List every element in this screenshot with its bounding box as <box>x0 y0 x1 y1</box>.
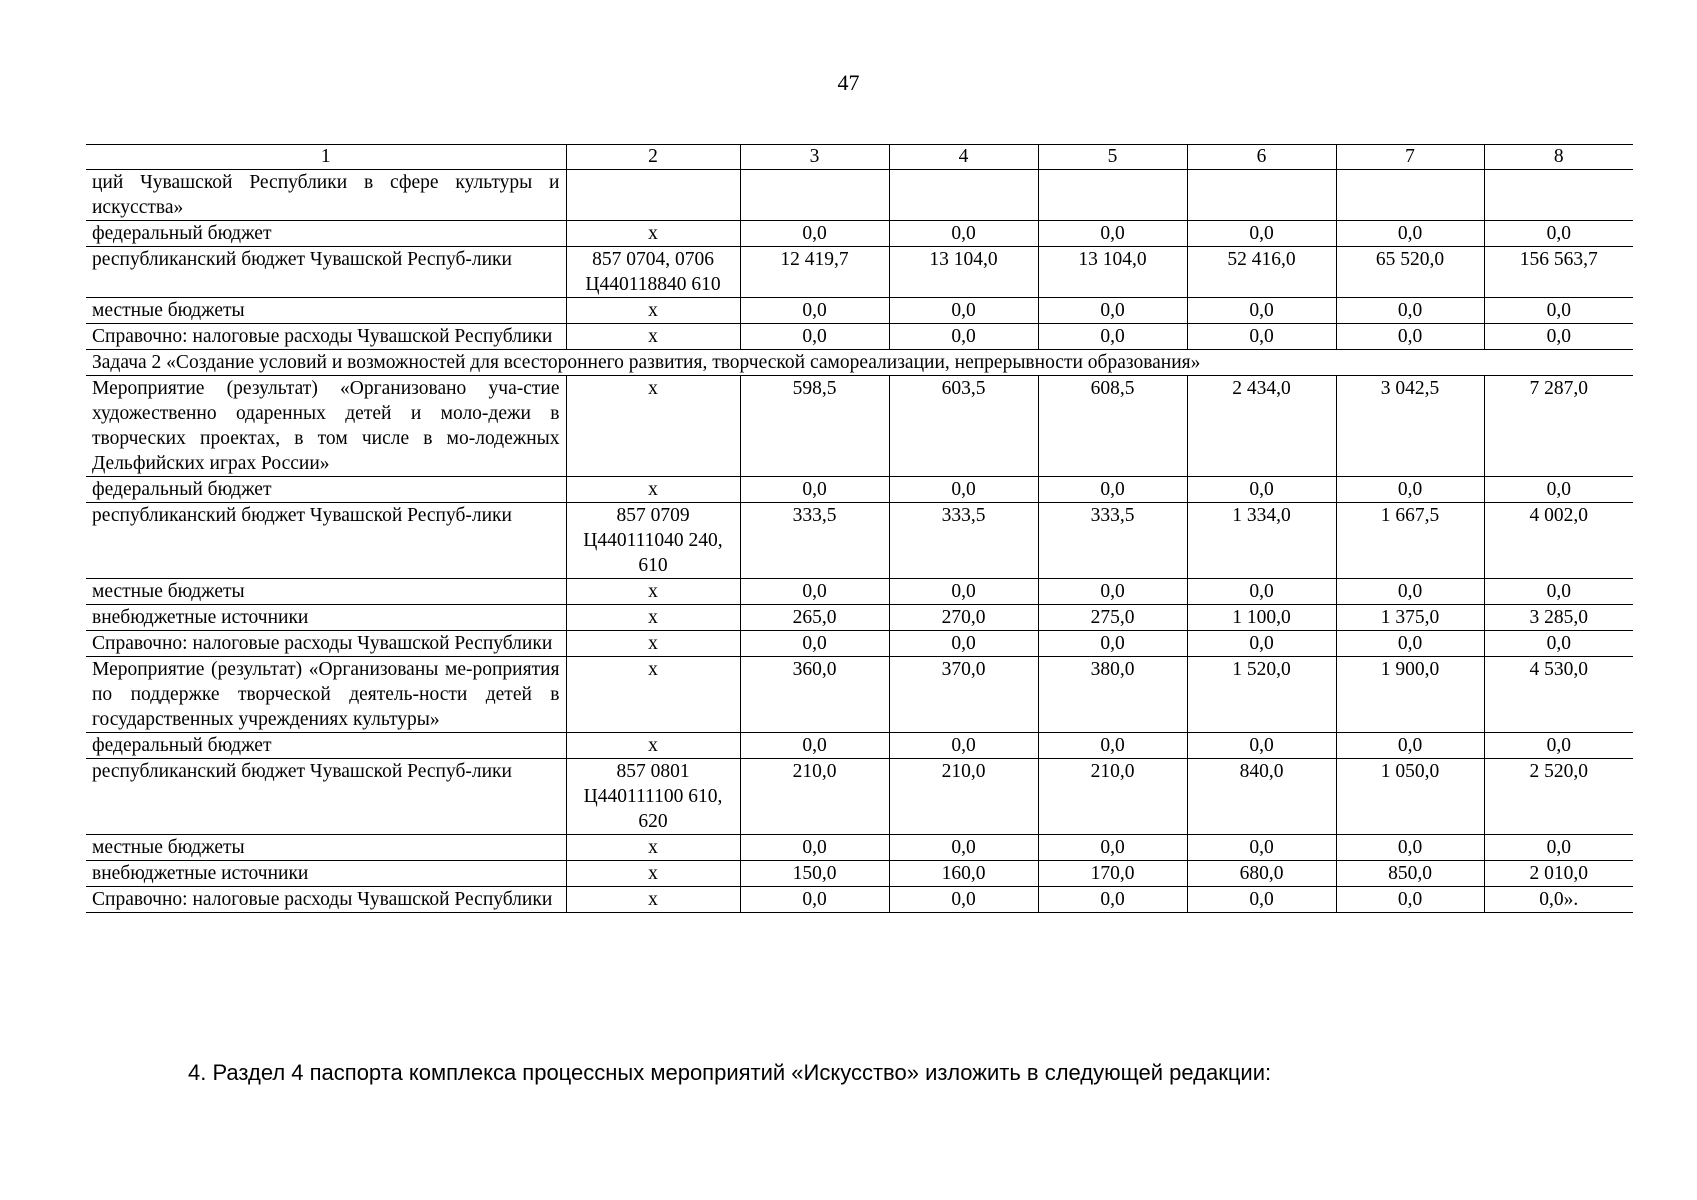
amount-cell <box>1484 170 1633 221</box>
amount-cell: 0,0 <box>1187 579 1336 605</box>
table-row <box>86 733 1633 759</box>
budget-code: x <box>566 733 740 759</box>
amount-cell: 275,0 <box>1038 605 1187 631</box>
amount-cell: 0,0 <box>1484 298 1633 324</box>
column-number: 7 <box>1336 145 1484 170</box>
table-row <box>86 376 1633 477</box>
amount-cell: 0,0 <box>1336 733 1484 759</box>
amount-cell: 52 416,0 <box>1187 247 1336 298</box>
table-row <box>86 477 1633 503</box>
row-label: местные бюджеты <box>86 835 566 861</box>
amount-cell: 0,0 <box>889 324 1038 350</box>
budget-code: x <box>566 579 740 605</box>
budget-code <box>566 170 740 221</box>
row-label: местные бюджеты <box>86 579 566 605</box>
table-row <box>86 605 1633 631</box>
table-row <box>86 324 1633 350</box>
table-row <box>86 887 1633 913</box>
table-row <box>86 503 1633 579</box>
amount-cell: 370,0 <box>889 657 1038 733</box>
amount-cell: 265,0 <box>740 605 889 631</box>
column-number: 4 <box>889 145 1038 170</box>
amount-cell <box>1336 170 1484 221</box>
column-number: 6 <box>1187 145 1336 170</box>
amount-cell: 0,0 <box>1484 835 1633 861</box>
row-label: Мероприятие (результат) «Организовано уча-стие художественно одаренных детей и моло-дежи в творческих проектах, в том числе в мо-лодежных Дельфийских играх России» <box>86 376 566 477</box>
amount-cell: 1 050,0 <box>1336 759 1484 835</box>
row-label: Справочно: налоговые расходы Чувашской Республики <box>86 887 566 913</box>
amount-cell: 0,0 <box>1336 324 1484 350</box>
column-number: 1 <box>86 145 566 170</box>
amount-cell: 1 334,0 <box>1187 503 1336 579</box>
amount-cell: 0,0 <box>1038 631 1187 657</box>
table-row <box>86 835 1633 861</box>
amount-cell: 0,0 <box>1038 298 1187 324</box>
row-label: федеральный бюджет <box>86 733 566 759</box>
amount-cell: 0,0 <box>1187 221 1336 247</box>
amount-cell: 13 104,0 <box>889 247 1038 298</box>
table-row <box>86 170 1633 221</box>
amount-cell: 1 100,0 <box>1187 605 1336 631</box>
amount-cell: 598,5 <box>740 376 889 477</box>
table-row <box>86 221 1633 247</box>
amount-cell: 0,0 <box>1038 324 1187 350</box>
amount-cell <box>740 170 889 221</box>
amount-cell: 0,0 <box>889 835 1038 861</box>
amount-cell: 2 010,0 <box>1484 861 1633 887</box>
amount-cell: 13 104,0 <box>1038 247 1187 298</box>
amount-cell <box>889 170 1038 221</box>
amount-cell: 210,0 <box>740 759 889 835</box>
amount-cell: 170,0 <box>1038 861 1187 887</box>
row-label: внебюджетные источники <box>86 861 566 887</box>
amount-cell: 608,5 <box>1038 376 1187 477</box>
amount-cell: 333,5 <box>889 503 1038 579</box>
row-label: республиканский бюджет Чувашской Респуб-лики <box>86 759 566 835</box>
row-label: Справочно: налоговые расходы Чувашской Республики <box>86 324 566 350</box>
amount-cell: 2 520,0 <box>1484 759 1633 835</box>
amount-cell: 0,0 <box>1336 221 1484 247</box>
amount-cell: 0,0 <box>889 579 1038 605</box>
amount-cell: 0,0 <box>740 733 889 759</box>
budget-code: x <box>566 605 740 631</box>
table-row <box>86 298 1633 324</box>
row-label: внебюджетные источники <box>86 605 566 631</box>
table-row <box>86 759 1633 835</box>
amount-cell: 12 419,7 <box>740 247 889 298</box>
amount-cell: 0,0 <box>1336 298 1484 324</box>
budget-code: 857 0704, 0706 Ц440118840 610 <box>566 247 740 298</box>
amount-cell: 0,0 <box>889 477 1038 503</box>
budget-code: x <box>566 631 740 657</box>
amount-cell: 0,0 <box>1187 887 1336 913</box>
table-row <box>86 247 1633 298</box>
amount-cell: 0,0 <box>740 631 889 657</box>
amount-cell: 210,0 <box>889 759 1038 835</box>
budget-code: x <box>566 221 740 247</box>
amount-cell: 0,0 <box>1336 887 1484 913</box>
amount-cell: 0,0 <box>889 221 1038 247</box>
table-body <box>86 145 1633 913</box>
amount-cell: 0,0 <box>740 324 889 350</box>
page-number: 47 <box>837 70 860 95</box>
budget-code: 857 0801 Ц440111100 610, 620 <box>566 759 740 835</box>
amount-cell: 1 375,0 <box>1336 605 1484 631</box>
row-label: республиканский бюджет Чувашской Респуб-лики <box>86 503 566 579</box>
amount-cell: 0,0 <box>1484 733 1633 759</box>
amount-cell: 150,0 <box>740 861 889 887</box>
budget-table <box>86 144 1633 913</box>
header-row <box>86 145 1633 170</box>
amount-cell <box>1038 170 1187 221</box>
amount-cell: 0,0 <box>1336 631 1484 657</box>
amount-cell: 0,0 <box>1187 835 1336 861</box>
amount-cell: 333,5 <box>740 503 889 579</box>
amount-cell: 1 900,0 <box>1336 657 1484 733</box>
budget-code: x <box>566 657 740 733</box>
amount-cell: 603,5 <box>889 376 1038 477</box>
budget-code: x <box>566 324 740 350</box>
amount-cell: 0,0 <box>1038 835 1187 861</box>
table-row <box>86 861 1633 887</box>
amount-cell: 0,0 <box>1484 631 1633 657</box>
amount-cell: 0,0 <box>1187 324 1336 350</box>
column-number: 2 <box>566 145 740 170</box>
amount-cell: 0,0 <box>1484 579 1633 605</box>
amount-cell: 840,0 <box>1187 759 1336 835</box>
amount-cell: 0,0 <box>889 733 1038 759</box>
amount-cell: 156 563,7 <box>1484 247 1633 298</box>
amount-cell: 0,0 <box>740 477 889 503</box>
amount-cell: 1 667,5 <box>1336 503 1484 579</box>
amount-cell: 0,0 <box>1187 733 1336 759</box>
budget-code: 857 0709 Ц440111040 240, 610 <box>566 503 740 579</box>
amount-cell: 0,0 <box>1038 887 1187 913</box>
budget-code: x <box>566 376 740 477</box>
task-title: Задача 2 «Создание условий и возможностей для всестороннего развития, творческой самореализации, непрерывности образования» <box>86 350 1633 376</box>
footer-paragraph: 4. Раздел 4 паспорта комплекса процессных мероприятий «Искусство» изложить в следующей редакции: <box>188 1060 1272 1085</box>
amount-cell: 0,0 <box>1484 221 1633 247</box>
row-label: местные бюджеты <box>86 298 566 324</box>
amount-cell: 3 042,5 <box>1336 376 1484 477</box>
amount-cell: 0,0 <box>1038 221 1187 247</box>
amount-cell: 1 520,0 <box>1187 657 1336 733</box>
amount-cell: 360,0 <box>740 657 889 733</box>
row-label: ций Чувашской Республики в сфере культуры и искусства» <box>86 170 566 221</box>
table-row <box>86 631 1633 657</box>
amount-cell: 0,0 <box>1038 733 1187 759</box>
amount-cell: 333,5 <box>1038 503 1187 579</box>
amount-cell: 0,0 <box>889 631 1038 657</box>
row-label: федеральный бюджет <box>86 477 566 503</box>
amount-cell: 0,0 <box>740 887 889 913</box>
amount-cell: 0,0 <box>1038 579 1187 605</box>
table-row <box>86 579 1633 605</box>
task-row <box>86 350 1633 376</box>
amount-cell: 210,0 <box>1038 759 1187 835</box>
amount-cell: 2 434,0 <box>1187 376 1336 477</box>
row-label: Справочно: налоговые расходы Чувашской Республики <box>86 631 566 657</box>
budget-code: x <box>566 298 740 324</box>
amount-cell: 0,0». <box>1484 887 1633 913</box>
amount-cell: 0,0 <box>740 298 889 324</box>
amount-cell: 65 520,0 <box>1336 247 1484 298</box>
amount-cell: 3 285,0 <box>1484 605 1633 631</box>
amount-cell: 0,0 <box>740 579 889 605</box>
row-label: республиканский бюджет Чувашской Респуб-лики <box>86 247 566 298</box>
amount-cell: 0,0 <box>1187 477 1336 503</box>
amount-cell: 0,0 <box>1038 477 1187 503</box>
budget-code: x <box>566 887 740 913</box>
amount-cell: 4 002,0 <box>1484 503 1633 579</box>
amount-cell: 7 287,0 <box>1484 376 1633 477</box>
budget-code: x <box>566 861 740 887</box>
amount-cell: 160,0 <box>889 861 1038 887</box>
budget-code: x <box>566 835 740 861</box>
amount-cell: 4 530,0 <box>1484 657 1633 733</box>
column-number: 8 <box>1484 145 1633 170</box>
amount-cell: 0,0 <box>740 835 889 861</box>
amount-cell: 0,0 <box>1187 298 1336 324</box>
amount-cell: 0,0 <box>889 298 1038 324</box>
amount-cell: 380,0 <box>1038 657 1187 733</box>
table-row <box>86 657 1633 733</box>
amount-cell: 0,0 <box>1336 835 1484 861</box>
column-number: 5 <box>1038 145 1187 170</box>
amount-cell: 0,0 <box>1484 324 1633 350</box>
column-number: 3 <box>740 145 889 170</box>
amount-cell: 0,0 <box>1336 579 1484 605</box>
amount-cell: 0,0 <box>889 887 1038 913</box>
amount-cell <box>1187 170 1336 221</box>
amount-cell: 0,0 <box>1187 631 1336 657</box>
amount-cell: 0,0 <box>1336 477 1484 503</box>
budget-code: x <box>566 477 740 503</box>
amount-cell: 0,0 <box>1484 477 1633 503</box>
row-label: Мероприятие (результат) «Организованы ме-роприятия по поддержке творческой деятель-ности детей в государственных учреждениях культуры» <box>86 657 566 733</box>
amount-cell: 270,0 <box>889 605 1038 631</box>
row-label: федеральный бюджет <box>86 221 566 247</box>
amount-cell: 680,0 <box>1187 861 1336 887</box>
amount-cell: 850,0 <box>1336 861 1484 887</box>
amount-cell: 0,0 <box>740 221 889 247</box>
